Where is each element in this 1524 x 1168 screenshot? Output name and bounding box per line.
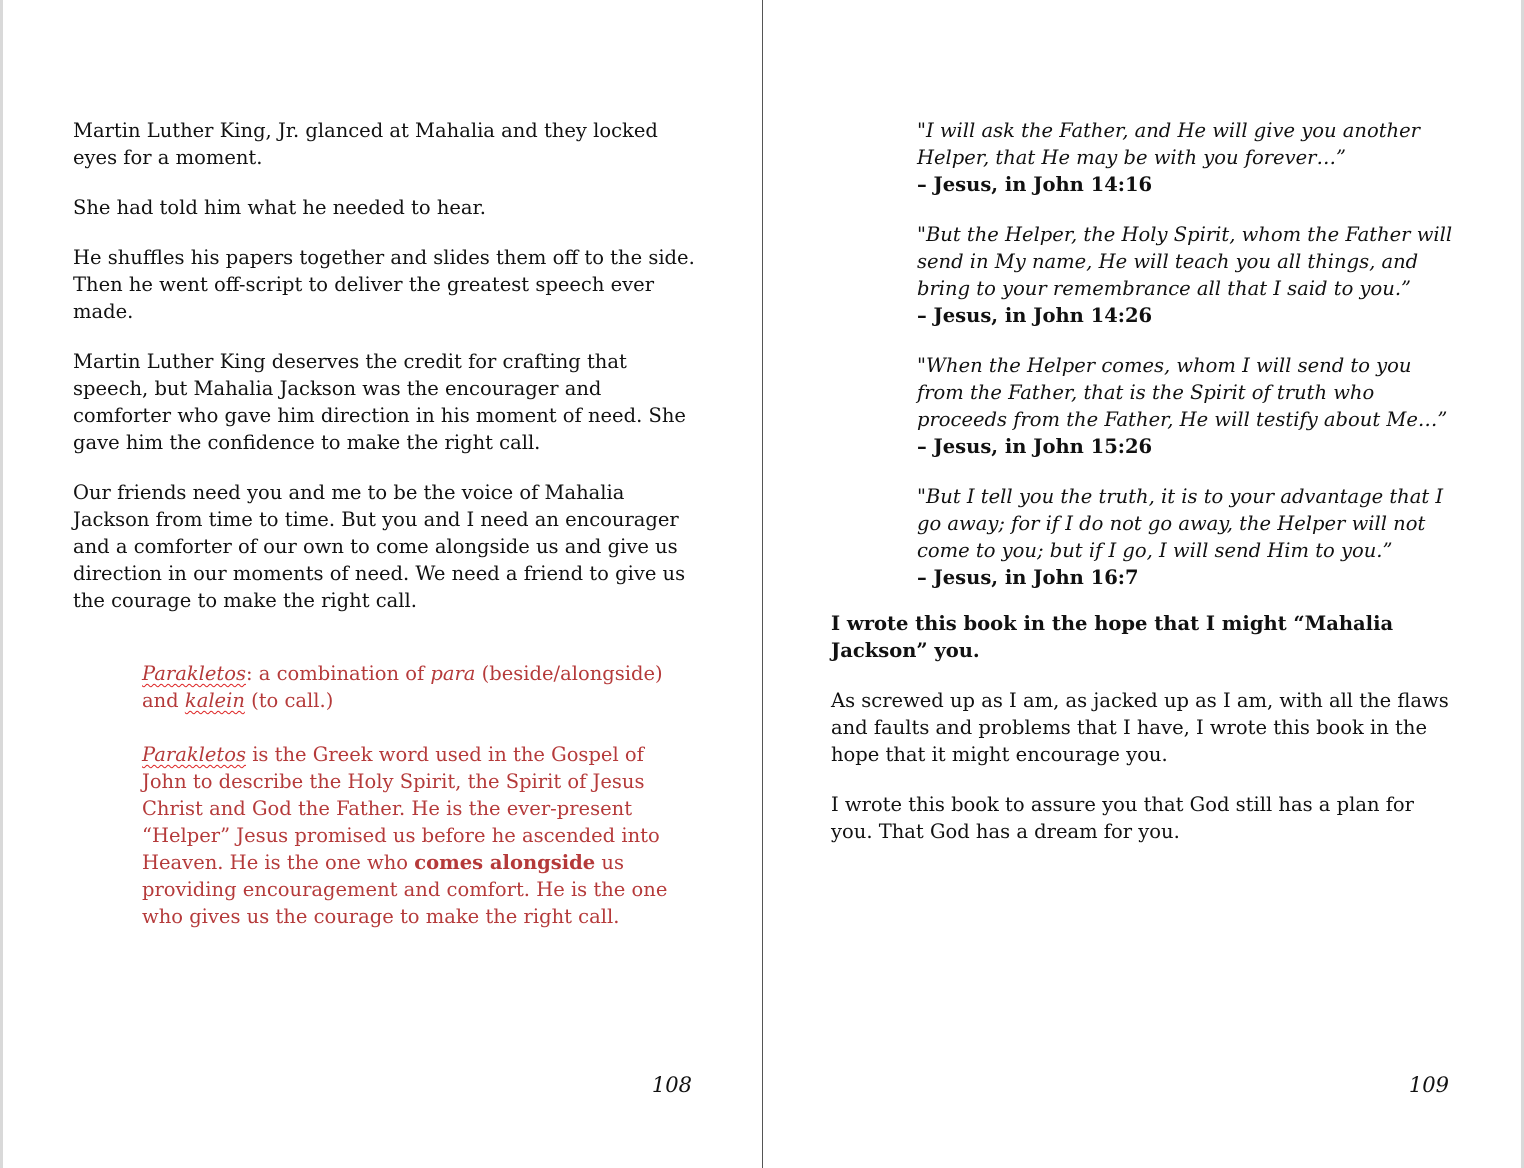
paragraph: Our friends need you and me to be the voice of Mahalia Jackson from time to time. But you and I need an encourager and a comforter of our own to come alongside us and give us direction in our moments of need. We need a friend to give us the courage to make the right call. <box>73 481 686 612</box>
quote-attribution: – Jesus, in John 14:16 <box>917 173 1153 196</box>
quote-attribution: – Jesus, in John 16:7 <box>917 566 1139 589</box>
explanation-text: is the Greek word used in the Gospel of John to describe the Holy Spirit, the Spirit of Jesus Christ and God the Father. He is the ever-present “Helper” Jesus promised us before he ascended into Heaven. He is the one who <box>142 743 660 874</box>
paragraph: Martin Luther King deserves the credit for crafting that speech, but Mahalia Jackson was the encourager and comforter who gave him direction in his moment of need. She gave him the confidence to make the right call. <box>73 350 686 454</box>
paragraph: I wrote this book to assure you that God still has a plan for you. That God has a dream for you. <box>831 793 1414 843</box>
quote-text: "But the Helper, the Holy Spirit, whom the Father will send in My name, He will teach you all things, and bring to your remembrance all that I said to you.” <box>917 223 1453 300</box>
quote-text: "When the Helper comes, whom I will send to you from the Father, that is the Spirit of truth who proceeds from the Father, He will testify about Me…” <box>917 354 1448 431</box>
quote-text: "But I tell you the truth, it is to your advantage that I go away; for if I do not go away, the Helper will not come to you; but if I go, I will send Him to you.” <box>917 485 1444 562</box>
term-kalein: kalein <box>184 689 245 712</box>
scripture-quote <box>917 352 1462 460</box>
term-parakletos: Parakletos <box>142 662 246 685</box>
quote-attribution: – Jesus, in John 15:26 <box>917 435 1153 458</box>
definition-paragraph <box>142 660 687 714</box>
paragraph: She had told him what he needed to hear. <box>73 196 486 219</box>
scripture-quote <box>917 117 1462 198</box>
right-body-text <box>831 610 1456 868</box>
quote-attribution: – Jesus, in John 14:26 <box>917 304 1153 327</box>
paragraph: He shuffles his papers together and slides them off to the side. Then he went off-script to deliver the greatest speech ever made. <box>73 246 695 323</box>
definition-text: and <box>142 689 185 712</box>
definition-text: (to call.) <box>244 689 334 712</box>
scripture-quote <box>917 221 1462 329</box>
page-number: 109 <box>1408 1073 1449 1097</box>
right-page <box>763 0 1521 1168</box>
page-number: 108 <box>651 1073 692 1097</box>
quote-text: "I will ask the Father, and He will give you another Helper, that He may be with you forever…” <box>917 119 1420 169</box>
bold-paragraph: I wrote this book in the hope that I might “Mahalia Jackson” you. <box>831 612 1394 662</box>
scripture-quotes <box>917 117 1462 614</box>
term-para: para <box>430 662 476 685</box>
explanation-text: us providing encouragement and comfort. He is the one who gives us the courage to make the right call. <box>142 851 668 928</box>
paragraph: Martin Luther King, Jr. glanced at Mahalia and they locked eyes for a moment. <box>73 119 658 169</box>
paragraph: As screwed up as I am, as jacked up as I am, with all the flaws and faults and problems that I have, I wrote this book in the hope that it might encourage you. <box>831 689 1449 766</box>
parakletos-callout <box>142 660 687 957</box>
definition-text: : a combination of <box>246 662 431 685</box>
scripture-quote <box>917 483 1462 591</box>
left-body-text <box>73 117 698 637</box>
term-parakletos: Parakletos <box>142 743 246 766</box>
explanation-paragraph <box>142 741 687 930</box>
definition-text: (beside/alongside) <box>475 662 663 685</box>
emphasis-text: comes alongside <box>414 851 596 874</box>
